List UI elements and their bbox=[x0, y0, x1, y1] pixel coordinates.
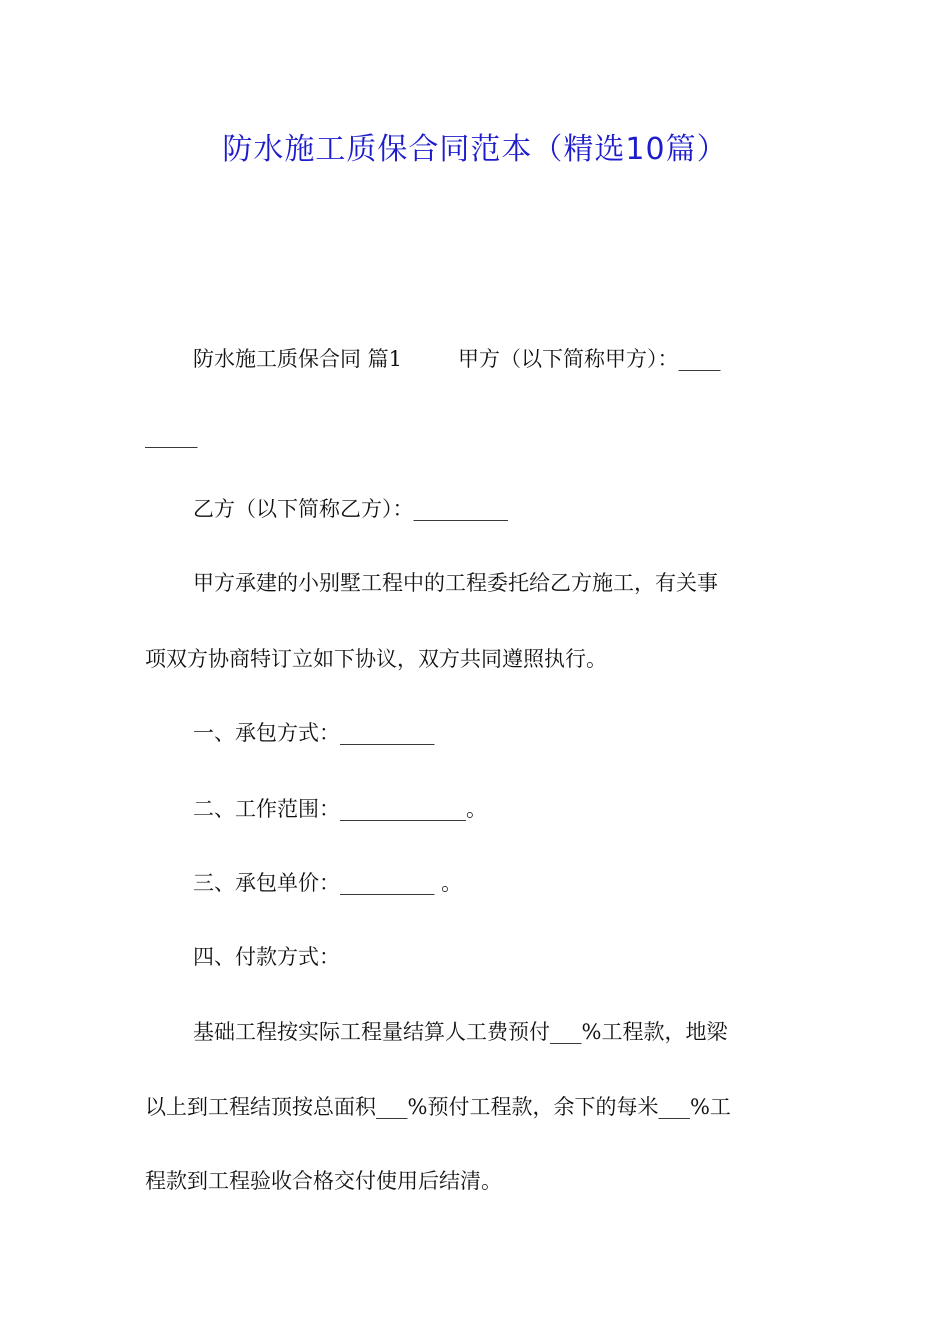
paragraph-line: 以上到工程结顶按总面积___%预付工程款，余下的每米___%工 bbox=[145, 1095, 731, 1119]
section-heading-line bbox=[193, 344, 721, 374]
paragraph-line: 程款到工程验收合格交付使用后结清。 bbox=[145, 1169, 502, 1193]
party-b-line: 乙方（以下简称乙方）：_________ bbox=[193, 497, 508, 521]
clause-work-scope: 二、工作范围：____________。 bbox=[193, 797, 487, 821]
document-title: 防水施工质保合同范本（精选10篇） bbox=[222, 132, 728, 167]
clause-payment-method: 四、付款方式： bbox=[193, 945, 340, 969]
clause-unit-price: 三、承包单价：_________ 。 bbox=[193, 871, 463, 895]
paragraph-line: 项双方协商特订立如下协议，双方共同遵照执行。 bbox=[145, 647, 607, 671]
paragraph-line: 基础工程按实际工程量结算人工费预付___%工程款，地梁 bbox=[193, 1020, 728, 1044]
party-a-line: 甲方（以下简称甲方）：____ bbox=[458, 347, 721, 371]
paragraph-line: 甲方承建的小别墅工程中的工程委托给乙方施工，有关事 bbox=[193, 571, 718, 595]
clause-contract-method: 一、承包方式：_________ bbox=[193, 721, 435, 745]
party-a-continuation: _____ bbox=[145, 424, 198, 448]
section-heading: 防水施工质保合同 篇1 bbox=[193, 347, 403, 371]
